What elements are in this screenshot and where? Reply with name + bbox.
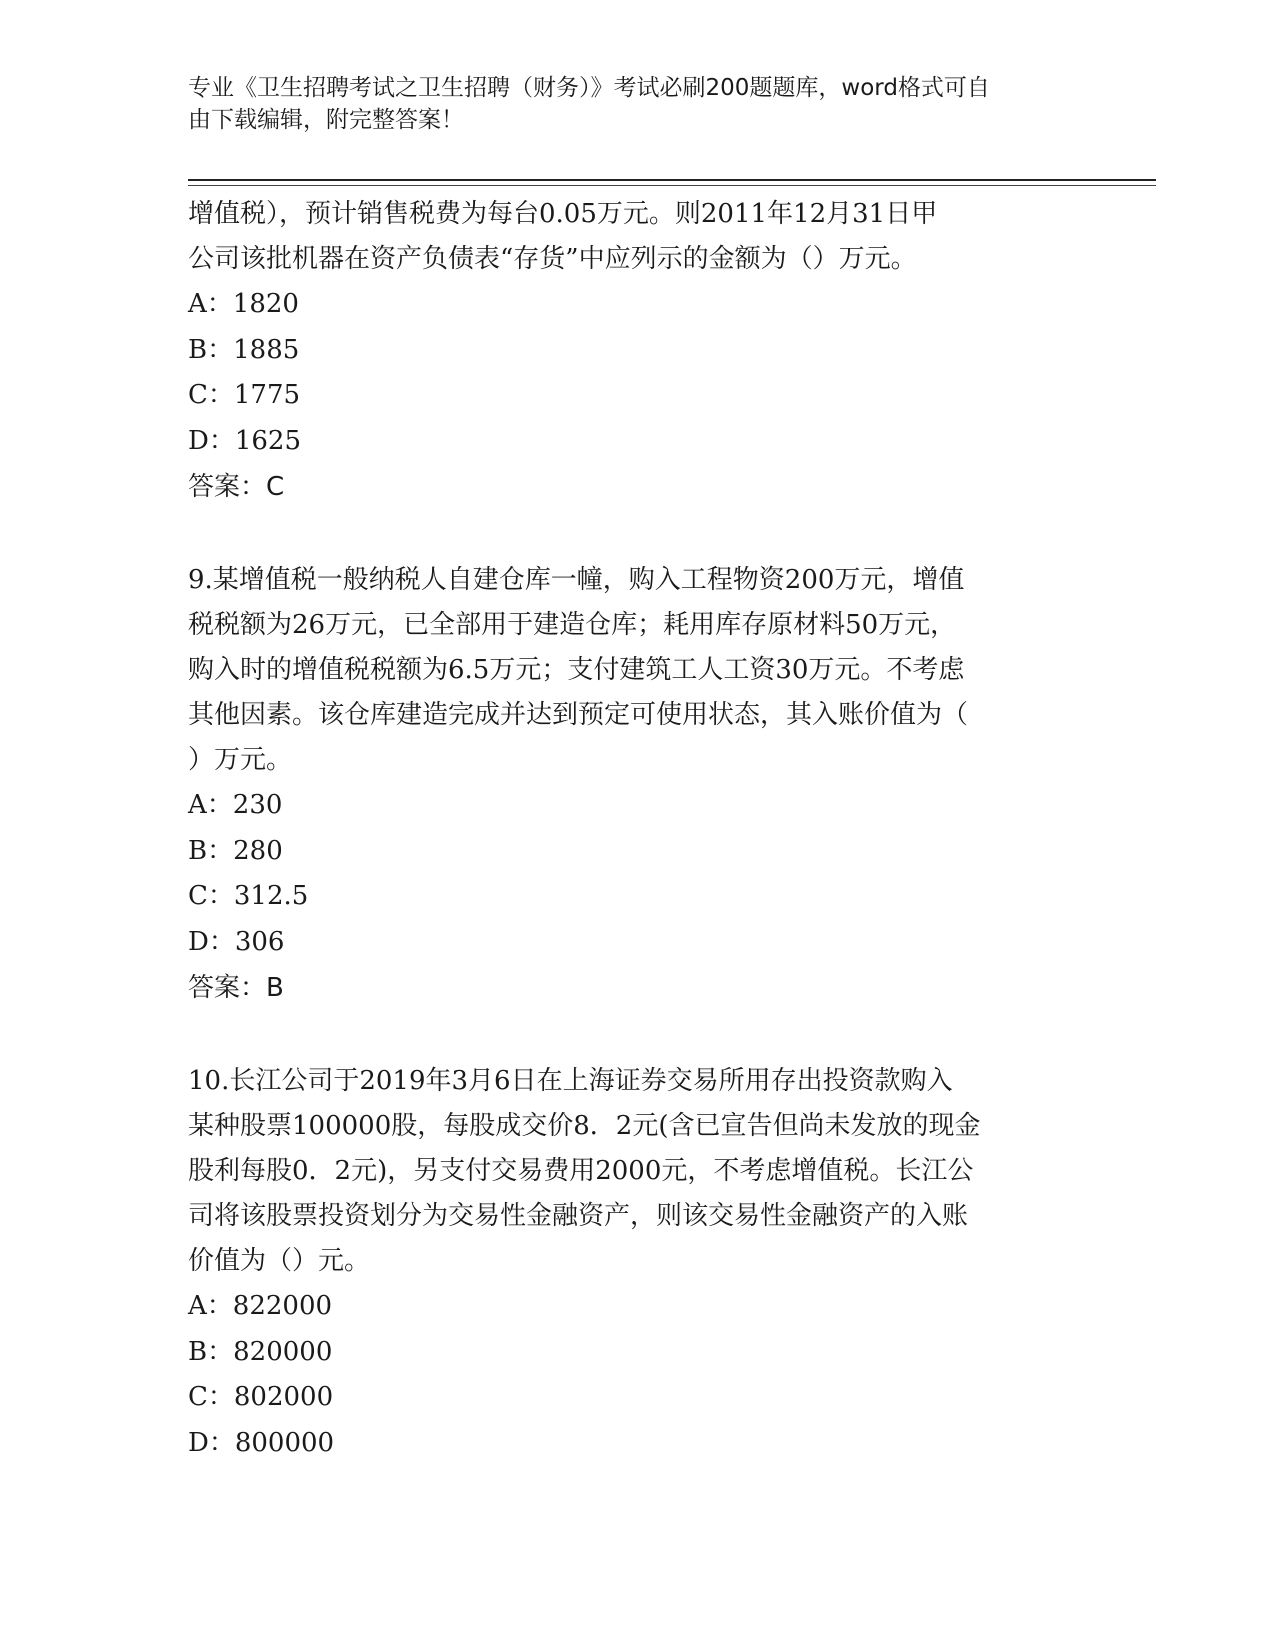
option-c: C：1775: [188, 380, 301, 410]
question-stem-line: 公司该批机器在资产负债表“存货”中应列示的金额为（）万元。: [188, 244, 917, 274]
header-divider-thick: [188, 179, 1156, 181]
question-stem-line: 股利每股0．2元)，另支付交易费用2000元，不考虑增值税。长江公: [188, 1156, 974, 1186]
question-list: [188, 192, 1078, 1466]
answer-line: 答案：C: [188, 472, 285, 502]
question-stem-line: 价值为（）元。: [188, 1246, 371, 1276]
option-d: D：1625: [188, 425, 302, 456]
question-stem-line: 其他因素。该仓库建造完成并达到预定可使用状态，其入账价值为（: [188, 700, 969, 730]
answer-line: 答案：B: [188, 973, 284, 1003]
question-8: [188, 192, 1078, 510]
option-a: A：822000: [188, 1291, 333, 1321]
header-title-line-1: 专业《卫生招聘考试之卫生招聘（财务）》考试必刷200题题库，word格式可自: [188, 75, 990, 101]
question-9: [188, 558, 1078, 1011]
option-c: C：312.5: [188, 881, 309, 911]
question-stem-line: ）万元。: [188, 745, 293, 775]
question-stem-line: 购入时的增值税税额为6.5万元；支付建筑工人工资30万元。不考虑: [188, 655, 965, 685]
option-d: D：306: [188, 926, 285, 957]
question-stem-line: 9.某增值税一般纳税人自建仓库一幢，购入工程物资200万元，增值: [188, 565, 965, 595]
question-stem-line: 税税额为26万元，已全部用于建造仓库；耗用库存原材料50万元，: [188, 610, 957, 640]
document-header: [188, 72, 1068, 136]
option-d: D：800000: [188, 1427, 335, 1458]
question-stem-line: 司将该股票投资划分为交易性金融资产，则该交易性金融资产的入账: [188, 1201, 969, 1231]
question-stem-line: 10.长江公司于2019年3月6日在上海证券交易所用存出投资款购入: [188, 1066, 953, 1096]
option-b: B：820000: [188, 1336, 333, 1367]
question-10: [188, 1059, 1078, 1466]
option-b: B：280: [188, 835, 283, 866]
option-c: C：802000: [188, 1382, 334, 1412]
option-a: A：1820: [188, 289, 299, 319]
question-stem-line: 增值税），预计销售税费为每台0.05万元。则2011年12月31日甲: [188, 199, 938, 229]
header-title-line-2: 由下载编辑，附完整答案！: [188, 107, 464, 133]
header-divider-thin: [188, 185, 1156, 186]
option-a: A：230: [188, 790, 283, 820]
question-stem-line: 某种股票100000股，每股成交价8．2元(含已宣告但尚未发放的现金: [188, 1111, 981, 1141]
spacer: [188, 510, 1078, 558]
spacer: [188, 1011, 1078, 1059]
option-b: B：1885: [188, 334, 300, 365]
